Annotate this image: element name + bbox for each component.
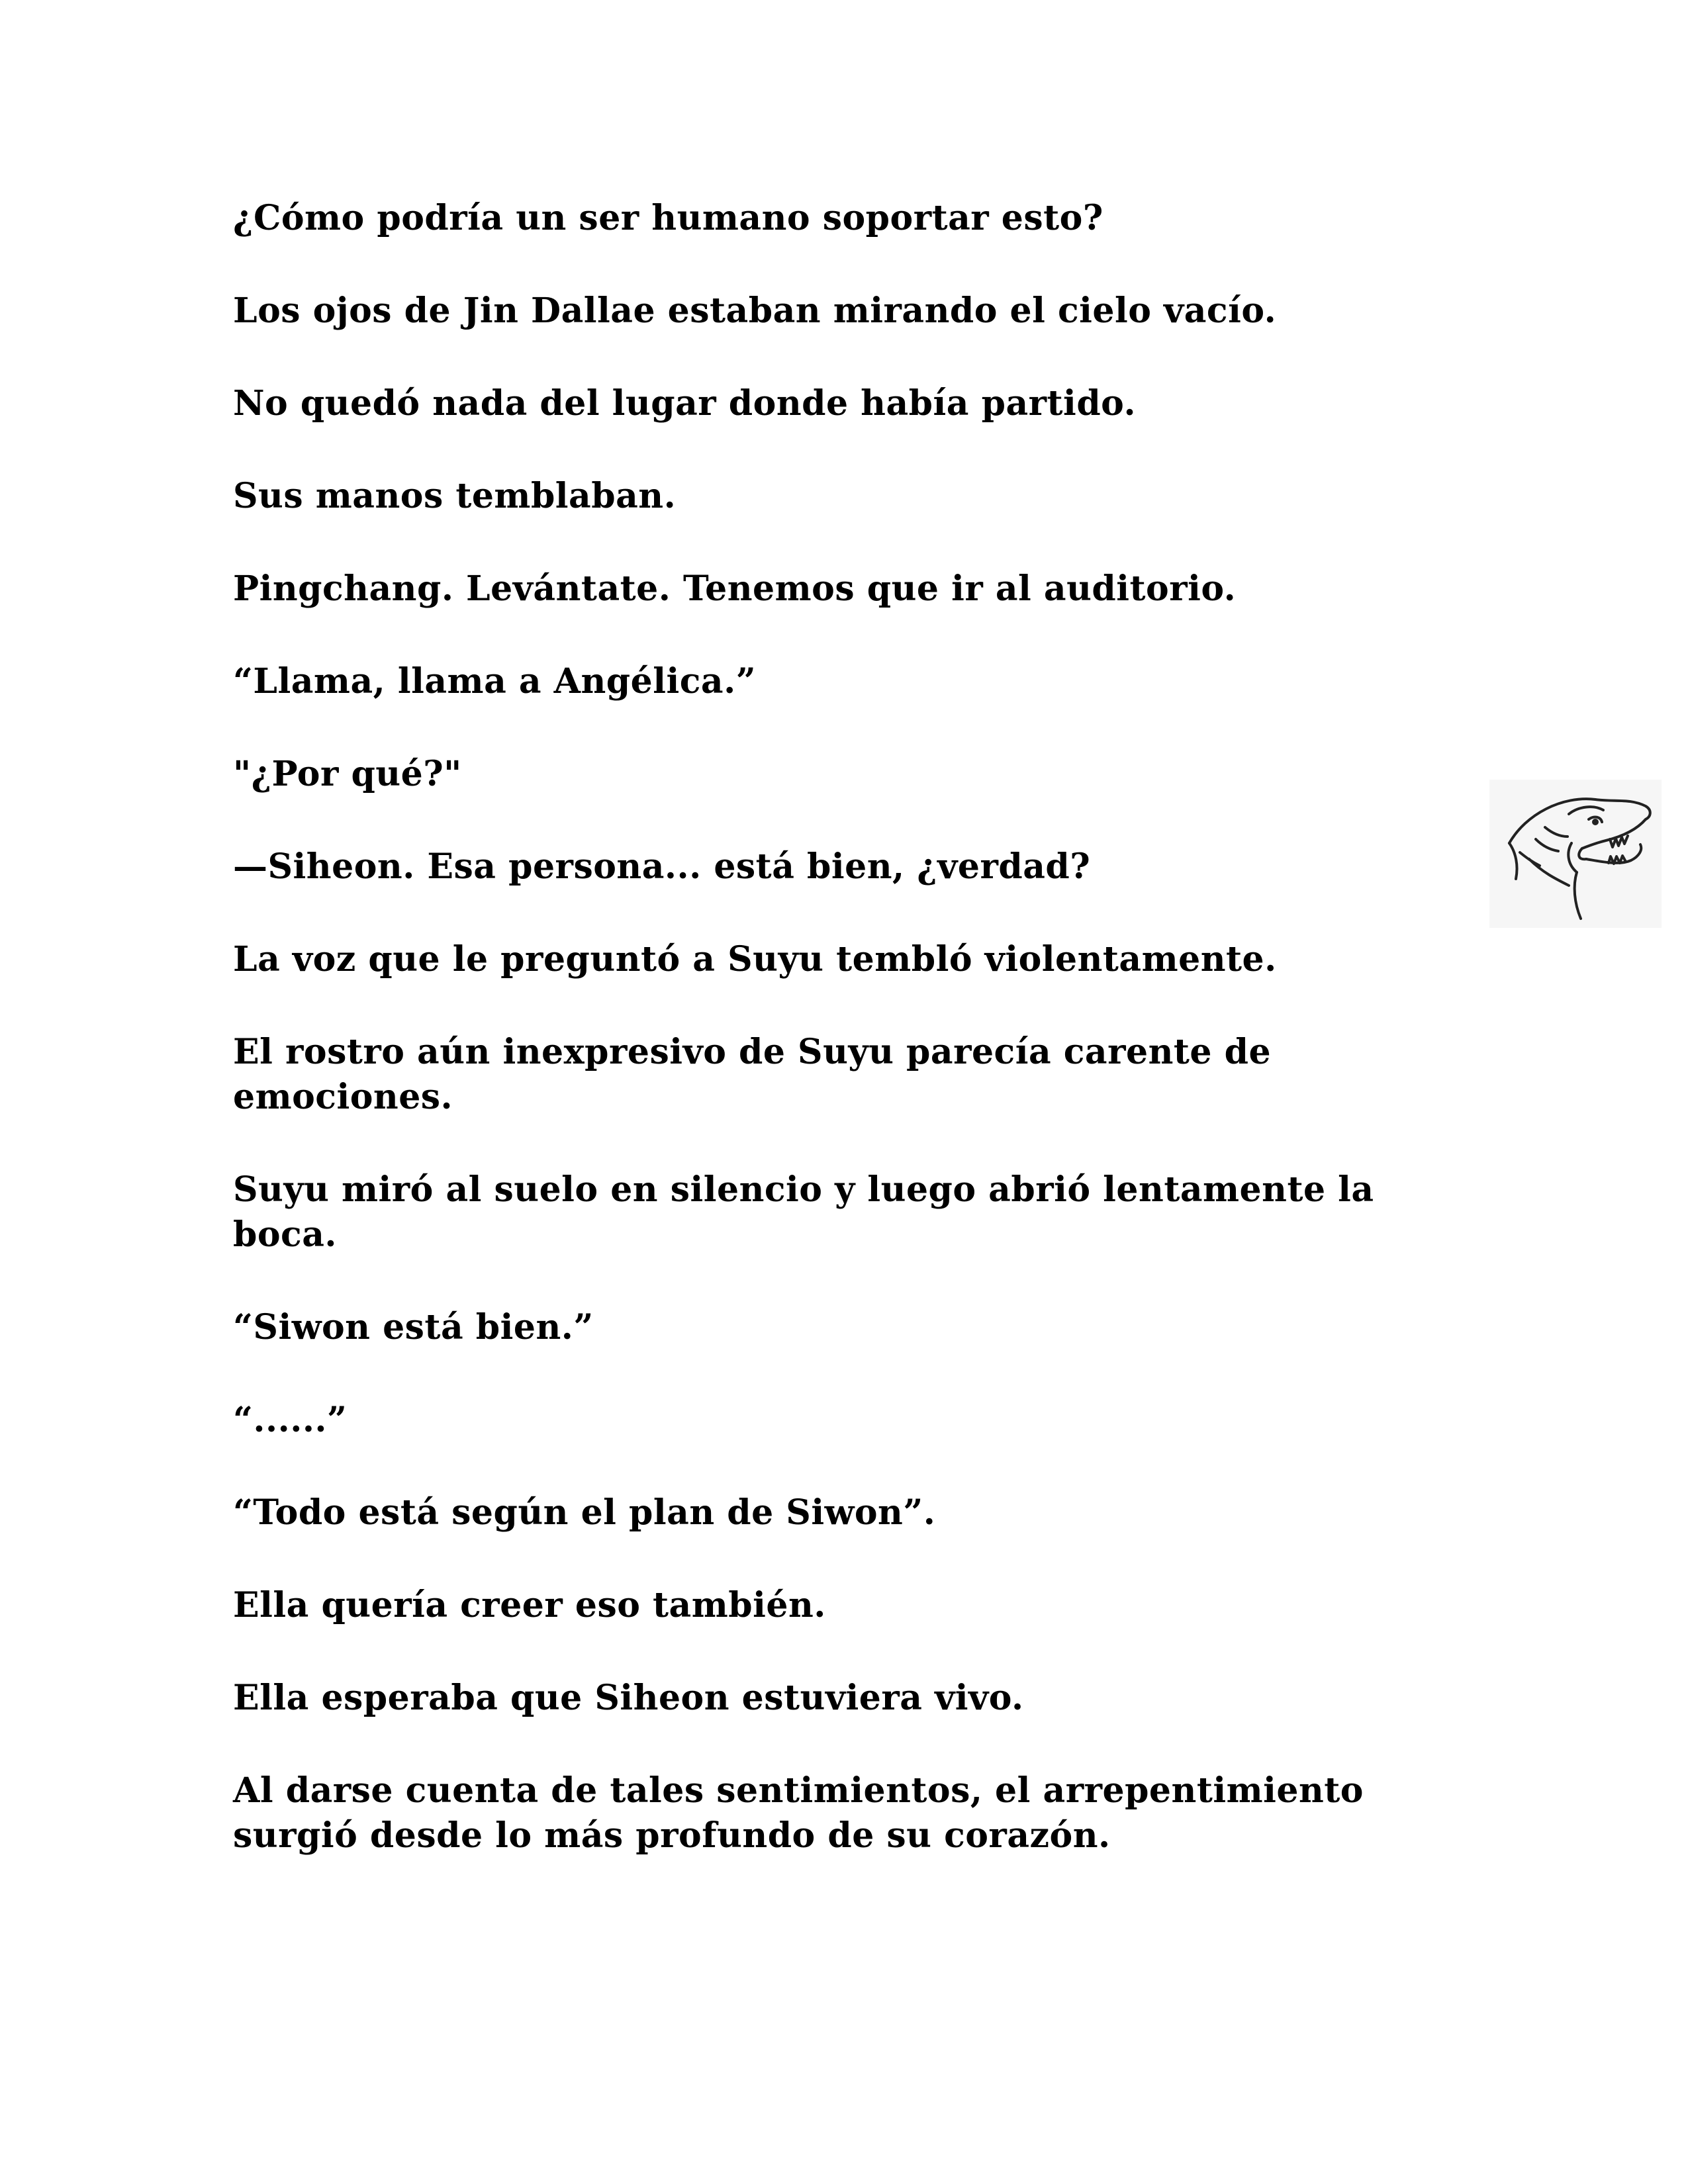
- paragraph: La voz que le preguntó a Suyu tembló violentamente.: [233, 939, 1277, 979]
- paragraph: Ella quería creer eso también.: [233, 1585, 826, 1625]
- paragraph: ¿Cómo podría un ser humano soportar esto?: [233, 198, 1103, 238]
- paragraph: “Todo está según el plan de Siwon”.: [233, 1492, 936, 1533]
- paragraph: Los ojos de Jin Dallae estaban mirando el cielo vacío.: [233, 291, 1277, 331]
- paragraph: Pingchang. Levántate. Tenemos que ir al auditorio.: [233, 569, 1237, 609]
- body-text: [233, 196, 1418, 1906]
- paragraph: “......”: [233, 1400, 348, 1440]
- paragraph: Suyu miró al suelo en silencio y luego abrió lentamente la boca.: [233, 1169, 1374, 1255]
- paragraph: “Siwon está bien.”: [233, 1307, 594, 1347]
- paragraph: "¿Por qué?": [233, 754, 462, 794]
- paragraph: “Llama, llama a Angélica.”: [233, 661, 757, 702]
- paragraph: Ella esperaba que Siheon estuviera vivo.: [233, 1678, 1024, 1718]
- dinosaur-head-sketch-icon: [1489, 780, 1662, 928]
- paragraph: Sus manos temblaban.: [233, 476, 677, 516]
- paragraph: El rostro aún inexpresivo de Suyu parecía carente de emociones.: [233, 1032, 1272, 1117]
- paragraph: No quedó nada del lugar donde había partido.: [233, 383, 1137, 424]
- paragraph: —Siheon. Esa persona... está bien, ¿verdad?: [233, 846, 1091, 887]
- paragraph: Al darse cuenta de tales sentimientos, el arrepentimiento surgió desde lo más profundo de su corazón.: [233, 1770, 1364, 1856]
